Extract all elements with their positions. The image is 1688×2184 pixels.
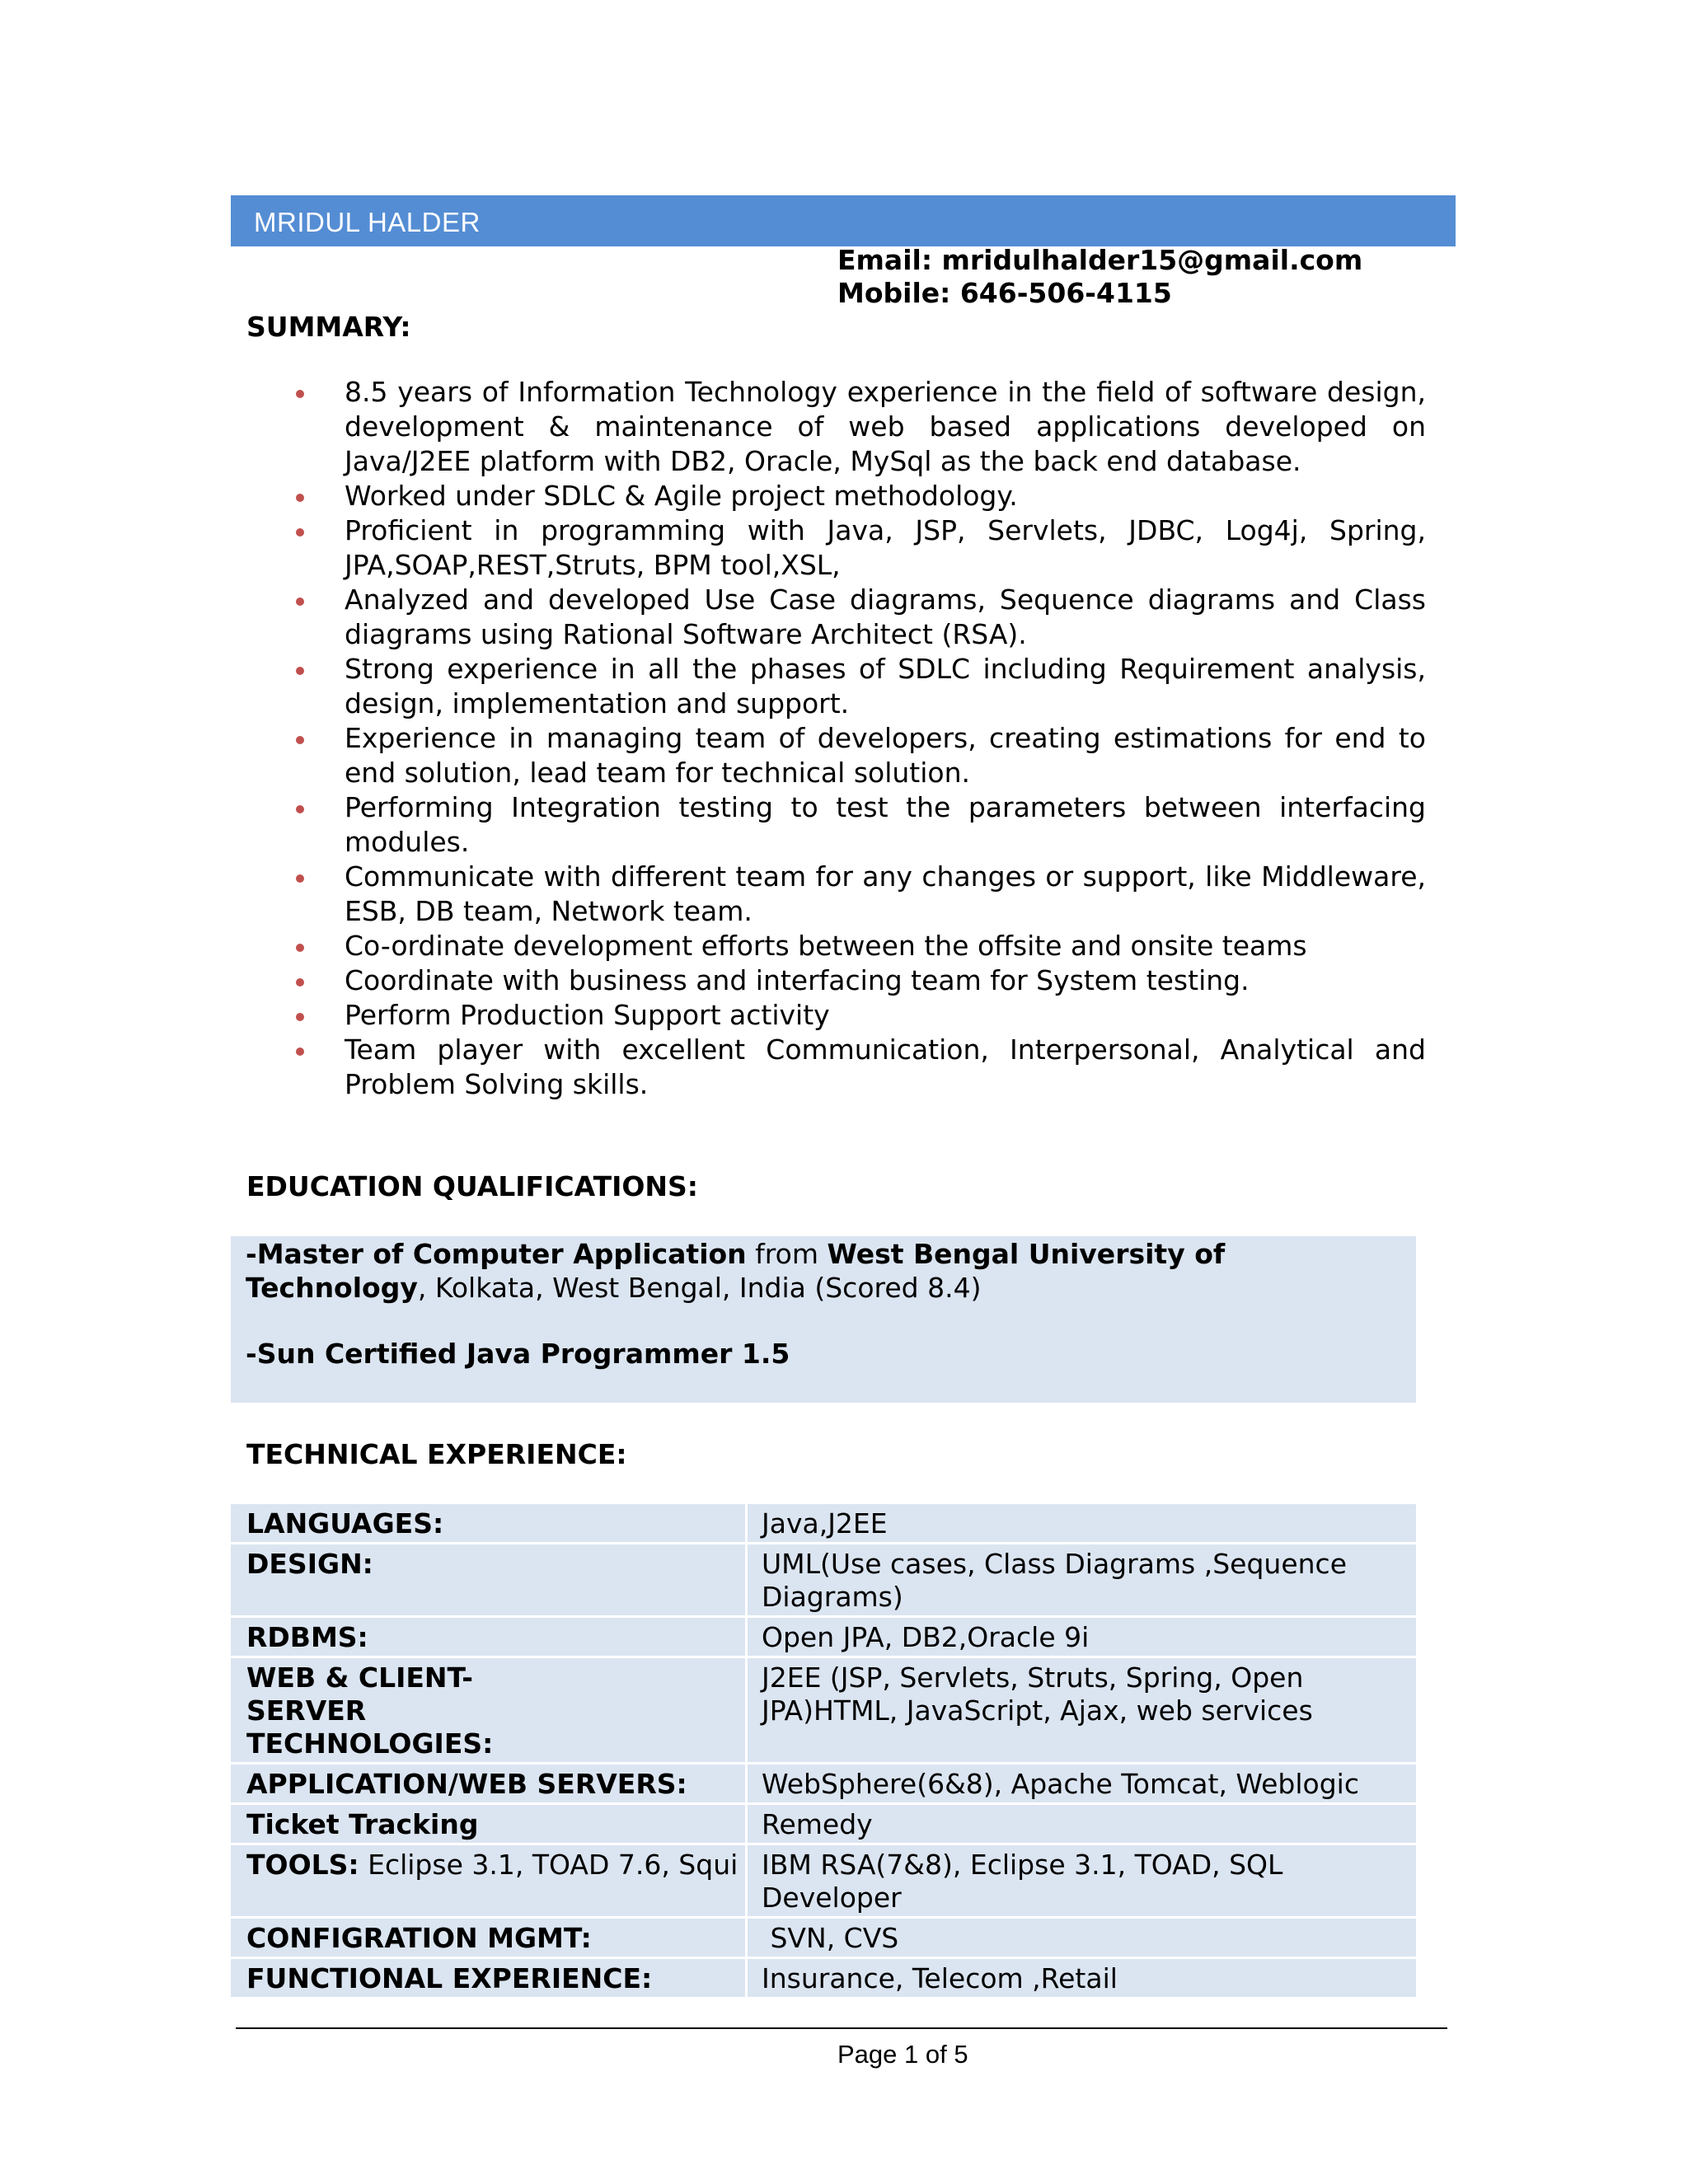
technical-heading: TECHNICAL EXPERIENCE: — [246, 1438, 627, 1470]
table-row — [231, 1618, 1416, 1658]
summary-list — [293, 375, 1426, 1102]
table-row — [231, 1765, 1416, 1805]
summary-item: Perform Production Support activity — [293, 998, 1426, 1033]
summary-item: Performing Integration testing to test the parameters between interfacing modules. — [293, 790, 1426, 860]
university-name-1: West Bengal University of — [827, 1238, 1226, 1270]
row-value: Insurance, Telecom ,Retail — [748, 1959, 1416, 1997]
education-heading: EDUCATION QUALIFICATIONS: — [246, 1170, 698, 1202]
summary-item: Strong experience in all the phases of SDLC including Requirement analysis, design, implementation and support. — [293, 652, 1426, 721]
summary-item: Analyzed and developed Use Case diagrams, Sequence diagrams and Class diagrams using Rational Software Architect (RSA). — [293, 583, 1426, 652]
mobile-line: Mobile: 646-506-4115 — [837, 277, 1172, 309]
row-label: CONFIGRATION MGMT: — [231, 1919, 748, 1957]
summary-item: Proficient in programming with Java, JSP, Servlets, JDBC, Log4j, Spring, JPA,SOAP,REST,Struts, BPM tool,XSL, — [293, 513, 1426, 583]
row-label: APPLICATION/WEB SERVERS: — [231, 1765, 748, 1802]
table-row — [231, 1504, 1416, 1544]
technical-table — [231, 1504, 1416, 1999]
contact-block — [837, 244, 1362, 310]
degree-name: -Master of Computer Application — [246, 1238, 747, 1270]
row-label: DESIGN: — [231, 1544, 748, 1615]
summary-item: Communicate with different team for any changes or support, like Middleware, ESB, DB team, Network team. — [293, 860, 1426, 929]
summary-heading: SUMMARY: — [246, 311, 411, 343]
summary-item: Worked under SDLC & Agile project methodology. — [293, 479, 1426, 513]
row-value: IBM RSA(7&8), Eclipse 3.1, TOAD, SQL Developer — [748, 1845, 1416, 1916]
row-label: FUNCTIONAL EXPERIENCE: — [231, 1959, 748, 1997]
row-value: WebSphere(6&8), Apache Tomcat, Weblogic — [748, 1765, 1416, 1802]
row-value: Java,J2EE — [748, 1504, 1416, 1542]
degree-line-1 — [246, 1237, 1225, 1271]
row-value: SVN, CVS — [748, 1919, 1416, 1957]
summary-item: Co-ordinate development efforts between the offsite and onsite teams — [293, 929, 1426, 963]
table-row — [231, 1658, 1416, 1765]
row-label: WEB & CLIENT-SERVER TECHNOLOGIES: — [231, 1658, 748, 1762]
page-number: Page 1 of 5 — [837, 2040, 968, 2069]
row-label: RDBMS: — [231, 1618, 748, 1656]
degree-from: from — [746, 1238, 828, 1270]
row-label: Ticket Tracking — [231, 1805, 748, 1843]
education-box — [231, 1236, 1416, 1403]
summary-item: Team player with excellent Communication, Interpersonal, Analytical and Problem Solving skills. — [293, 1033, 1426, 1102]
degree-line-2 — [246, 1271, 981, 1305]
table-row — [231, 1845, 1416, 1919]
university-name-2: Technology — [246, 1272, 418, 1304]
candidate-name: MRIDUL HALDER — [254, 207, 481, 237]
row-value: Open JPA, DB2,Oracle 9i — [748, 1618, 1416, 1656]
summary-item: Coordinate with business and interfacing team for System testing. — [293, 963, 1426, 998]
table-row — [231, 1805, 1416, 1845]
row-label: LANGUAGES: — [231, 1504, 748, 1542]
row-label: TOOLS: Eclipse 3.1, TOAD 7.6, Squi — [231, 1845, 748, 1916]
row-value: J2EE (JSP, Servlets, Struts, Spring, Open JPA)HTML, JavaScript, Ajax, web services — [748, 1658, 1416, 1762]
row-value: UML(Use cases, Class Diagrams ,Sequence Diagrams) — [748, 1544, 1416, 1615]
table-row — [231, 1959, 1416, 1999]
footer-divider — [236, 2027, 1447, 2029]
summary-item: Experience in managing team of developers, creating estimations for end to end solution, lead team for technical solution. — [293, 721, 1426, 790]
degree-location: , Kolkata, West Bengal, India (Scored 8.4) — [417, 1272, 982, 1304]
row-value: Remedy — [748, 1805, 1416, 1843]
email-line: Email: mridulhalder15@gmail.com — [837, 244, 1363, 276]
summary-item: 8.5 years of Information Technology experience in the field of software design, development & maintenance of web based applications developed on Java/J2EE platform with DB2, Oracle, MySql as the back end database. — [293, 375, 1426, 479]
certification: -Sun Certified Java Programmer 1.5 — [246, 1338, 790, 1370]
name-banner — [231, 195, 1456, 246]
table-row — [231, 1544, 1416, 1618]
table-row — [231, 1919, 1416, 1959]
